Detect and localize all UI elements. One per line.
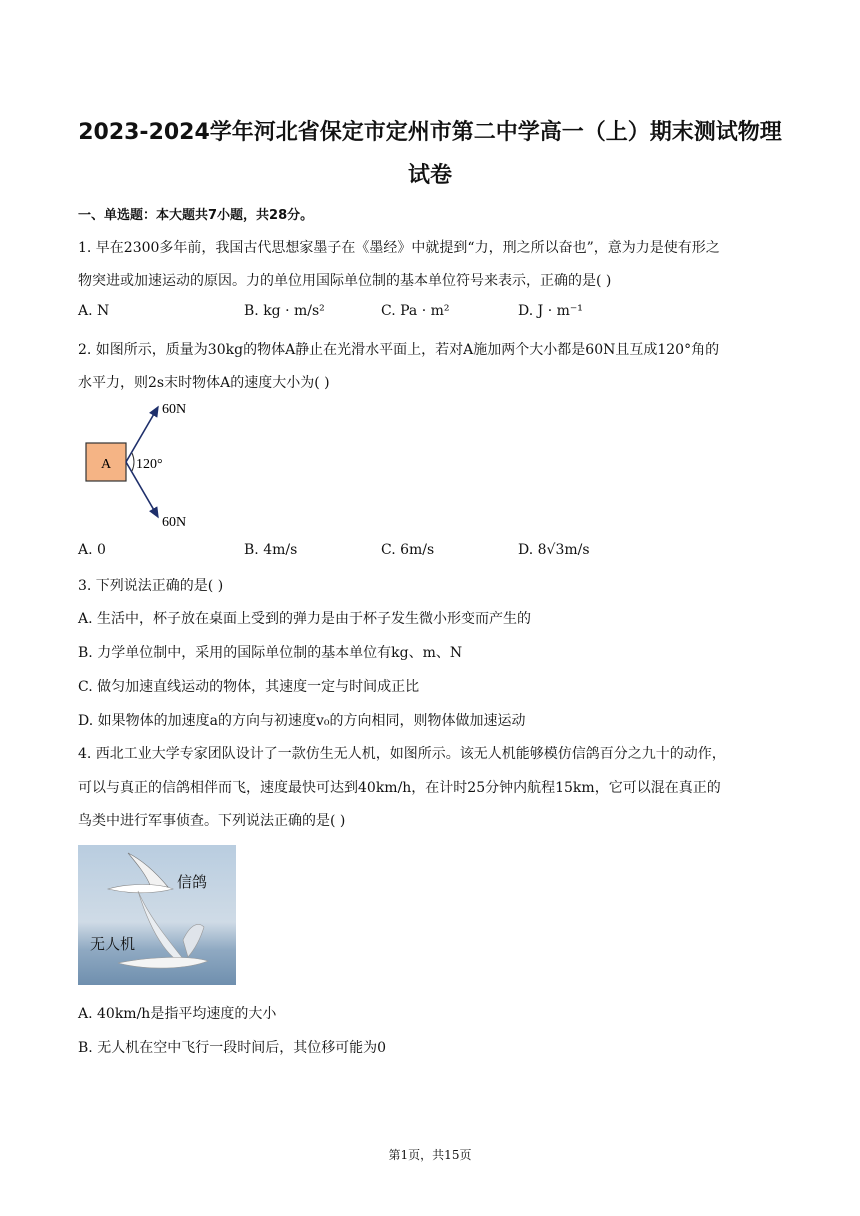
q4-option-a: A. 40km/h是指平均速度的大小 (78, 1006, 277, 1022)
force-arrow-upper (126, 407, 158, 462)
q1-option-c: C. Pa · m² (381, 303, 450, 319)
q1-stem-line1: 1. 早在2300多年前，我国古代思想家墨子在《墨经》中就提到“力，刑之所以奋也”，意为力是使有形之 (78, 240, 720, 256)
q3-option-a: A. 生活中，杯子放在桌面上受到的弹力是由于杯子发生微小形变而产生的 (78, 611, 532, 627)
q1-option-b: B. kg · m/s² (244, 303, 325, 319)
page-footer: 第1页，共15页 (388, 1148, 472, 1162)
q4-stem-line2: 可以与真正的信鸽相伴而飞，速度最快可达到40km/h，在计时25分钟内航程15km，它可以混在真正的 (78, 780, 721, 796)
force-label-upper: 60N (162, 402, 187, 417)
q3-option-d: D. 如果物体的加速度a的方向与初速度v₀的方向相同，则物体做加速运动 (78, 713, 526, 729)
q4-stem-line1: 4. 西北工业大学专家团队设计了一款仿生无人机，如图所示。该无人机能够模仿信鸽百分之九十的动作， (78, 746, 726, 762)
angle-arc (132, 453, 134, 471)
object-a-label: A (100, 457, 112, 472)
q2-stem-line1: 2. 如图所示，质量为30kg的物体A静止在光滑水平面上，若对A施加两个大小都是60N且互成120°角的 (78, 342, 720, 358)
q3-option-b: B. 力学单位制中，采用的国际单位制的基本单位有kg、m、N (78, 645, 463, 661)
pigeon-label: 信鸽 (177, 873, 208, 891)
force-diagram (78, 395, 218, 535)
q3-option-c: C. 做匀加速直线运动的物体，其速度一定与时间成正比 (78, 679, 420, 695)
angle-label: 120° (136, 457, 163, 472)
q2-option-c: C. 6m/s (381, 542, 435, 558)
q1-option-d: D. J · m⁻¹ (518, 303, 583, 319)
q4-stem-line3: 鸟类中进行军事侦查。下列说法正确的是( ) (78, 813, 346, 829)
page-title: 2023-2024学年河北省保定市定州市第二中学高一（上）期末测试物理 (78, 120, 782, 145)
section-heading: 一、单选题：本大题共7小题，共28分。 (78, 208, 314, 223)
q1-option-a: A. N (78, 303, 110, 319)
drone-label: 无人机 (90, 935, 136, 953)
q2-stem-line2: 水平力，则2s末时物体A的速度大小为( ) (78, 375, 330, 391)
force-label-lower: 60N (162, 515, 187, 530)
drone-pigeon-photo (78, 845, 236, 985)
q4-option-b: B. 无人机在空中飞行一段时间后，其位移可能为0 (78, 1040, 387, 1056)
page-title-continued: 试卷 (407, 163, 452, 188)
q3-stem: 3. 下列说法正确的是( ) (78, 578, 224, 594)
q2-option-a: A. 0 (78, 542, 106, 558)
q2-option-b: B. 4m/s (244, 542, 298, 558)
q2-option-d: D. 8√3m/s (518, 542, 590, 558)
q1-stem-line2: 物突进或加速运动的原因。力的单位用国际单位制的基本单位符号来表示，正确的是( ) (78, 273, 612, 289)
